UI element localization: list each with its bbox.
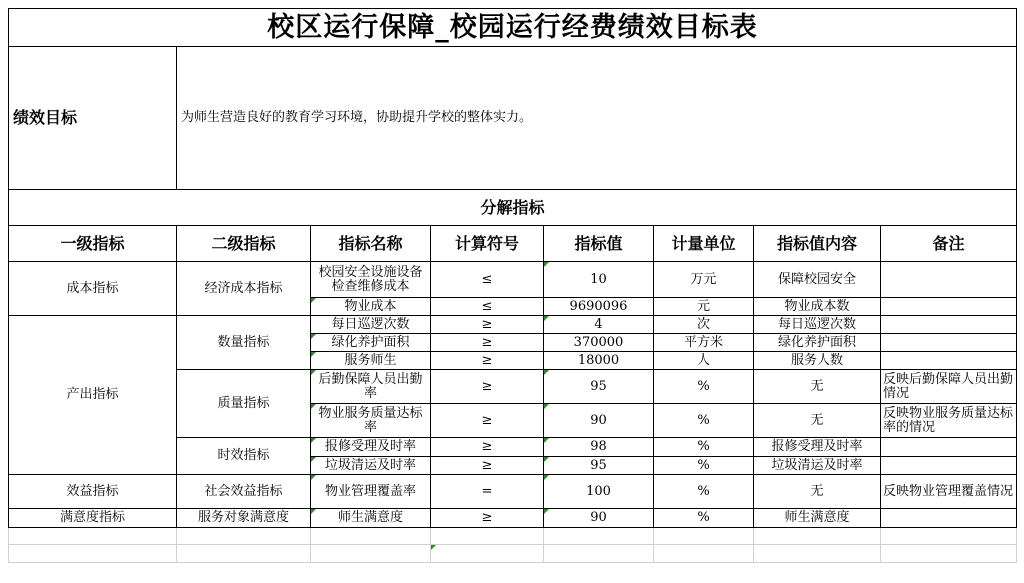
table-row (9, 316, 1017, 334)
unit: % (654, 370, 754, 404)
calc-symbol: ≥ (431, 316, 544, 334)
group-cost: 成本指标 (9, 262, 177, 316)
header-row (9, 226, 1017, 262)
note (881, 457, 1017, 475)
indicator-content: 服务人数 (754, 352, 881, 370)
indicator-value: 4 (544, 316, 654, 334)
sheet-title: 校区运行保障_校园运行经费绩效目标表 (9, 9, 1017, 47)
indicator-content: 物业成本数 (754, 298, 881, 316)
indicator-name: 服务师生 (311, 352, 431, 370)
header-symbol: 计算符号 (431, 226, 544, 262)
header-level2: 二级指标 (177, 226, 311, 262)
indicator-value: 370000 (544, 334, 654, 352)
calc-symbol: = (431, 475, 544, 509)
calc-symbol: ≥ (431, 352, 544, 370)
note (881, 352, 1017, 370)
unit: % (654, 457, 754, 475)
indicator-name: 师生满意度 (311, 509, 431, 528)
indicator-value: 18000 (544, 352, 654, 370)
indicator-name: 校园安全设施设备检查维修成本 (311, 262, 431, 298)
indicator-content: 每日巡逻次数 (754, 316, 881, 334)
empty-row (9, 545, 1017, 563)
subgroup-service-satisfaction: 服务对象满意度 (177, 509, 311, 528)
subgroup-social-benefit: 社会效益指标 (177, 475, 311, 509)
calc-symbol: ≥ (431, 509, 544, 528)
calc-symbol: ≥ (431, 457, 544, 475)
indicator-name: 垃圾清运及时率 (311, 457, 431, 475)
indicator-value: 90 (544, 404, 654, 438)
performance-target-table (8, 8, 1017, 563)
header-content: 指标值内容 (754, 226, 881, 262)
goal-label: 绩效目标 (9, 47, 177, 190)
calc-symbol: ≥ (431, 404, 544, 438)
header-unit: 计量单位 (654, 226, 754, 262)
section-label: 分解指标 (9, 190, 1017, 226)
unit: 平方米 (654, 334, 754, 352)
calc-symbol: ≤ (431, 298, 544, 316)
indicator-name: 后勤保障人员出勤率 (311, 370, 431, 404)
calc-symbol: ≥ (431, 334, 544, 352)
unit: % (654, 509, 754, 528)
indicator-value: 100 (544, 475, 654, 509)
calc-symbol: ≤ (431, 262, 544, 298)
subgroup-economic-cost: 经济成本指标 (177, 262, 311, 316)
header-indicator-name: 指标名称 (311, 226, 431, 262)
header-value: 指标值 (544, 226, 654, 262)
indicator-name: 绿化养护面积 (311, 334, 431, 352)
note (881, 509, 1017, 528)
header-level1: 一级指标 (9, 226, 177, 262)
unit: 人 (654, 352, 754, 370)
unit: % (654, 438, 754, 457)
note (881, 438, 1017, 457)
indicator-name: 报修受理及时率 (311, 438, 431, 457)
subgroup-quantity: 数量指标 (177, 316, 311, 370)
note: 反映物业管理覆盖情况 (881, 475, 1017, 509)
indicator-content: 无 (754, 370, 881, 404)
header-note: 备注 (881, 226, 1017, 262)
unit: % (654, 475, 754, 509)
note: 反映物业服务质量达标率的情况 (881, 404, 1017, 438)
note (881, 334, 1017, 352)
indicator-value: 95 (544, 457, 654, 475)
indicator-content: 无 (754, 475, 881, 509)
goal-text: 为师生营造良好的教育学习环境，协助提升学校的整体实力。 (177, 47, 1017, 190)
indicator-content: 保障校园安全 (754, 262, 881, 298)
unit: 次 (654, 316, 754, 334)
group-benefit: 效益指标 (9, 475, 177, 509)
indicator-value: 9690096 (544, 298, 654, 316)
indicator-name: 每日巡逻次数 (311, 316, 431, 334)
unit: 万元 (654, 262, 754, 298)
indicator-name: 物业服务质量达标率 (311, 404, 431, 438)
indicator-value: 90 (544, 509, 654, 528)
empty-row (9, 528, 1017, 545)
calc-symbol: ≥ (431, 438, 544, 457)
indicator-name: 物业成本 (311, 298, 431, 316)
indicator-value: 98 (544, 438, 654, 457)
subgroup-quality: 质量指标 (177, 370, 311, 438)
indicator-content: 无 (754, 404, 881, 438)
group-satisfaction: 满意度指标 (9, 509, 177, 528)
indicator-content: 报修受理及时率 (754, 438, 881, 457)
subgroup-timeliness: 时效指标 (177, 438, 311, 475)
indicator-content: 垃圾清运及时率 (754, 457, 881, 475)
indicator-content: 绿化养护面积 (754, 334, 881, 352)
indicator-value: 10 (544, 262, 654, 298)
table-row (9, 475, 1017, 509)
indicator-name: 物业管理覆盖率 (311, 475, 431, 509)
group-output: 产出指标 (9, 316, 177, 475)
unit: % (654, 404, 754, 438)
note: 反映后勤保障人员出勤情况 (881, 370, 1017, 404)
indicator-content: 师生满意度 (754, 509, 881, 528)
unit: 元 (654, 298, 754, 316)
calc-symbol: ≥ (431, 370, 544, 404)
indicator-value: 95 (544, 370, 654, 404)
note (881, 316, 1017, 334)
note (881, 262, 1017, 298)
table-row (9, 509, 1017, 528)
table-row (9, 262, 1017, 298)
performance-target-sheet (8, 8, 1016, 563)
note (881, 298, 1017, 316)
